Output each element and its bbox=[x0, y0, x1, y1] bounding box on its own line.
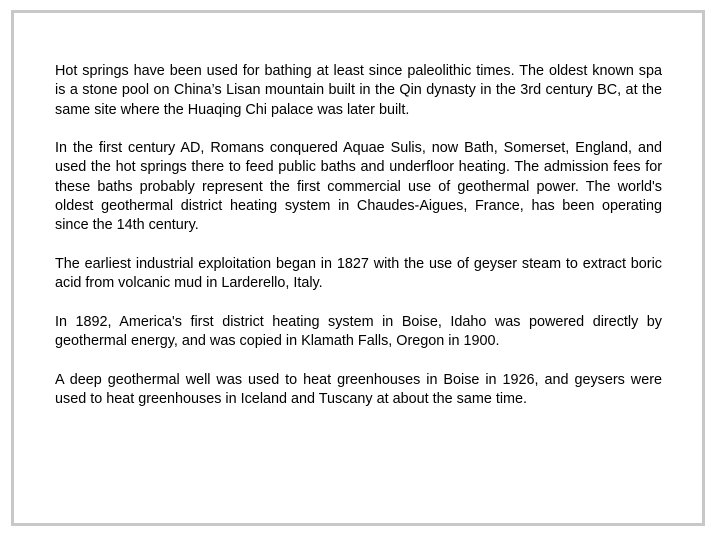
paragraph-2: In the first century AD, Romans conquered Aquae Sulis, now Bath, Somerset, England, and used the hot springs there to feed public baths and underfloor heating. The admission fees for these baths probably represent the first commercial use of geothermal power. The world's oldest geothermal district heating system in Chaudes-Aigues, France, has been operating since the 14th century. bbox=[55, 140, 662, 234]
paragraph-3: The earliest industrial exploitation began in 1827 with the use of geyser steam to extract boric acid from volcanic mud in Larderello, Italy. bbox=[55, 255, 662, 292]
paragraph-1: Hot springs have been used for bathing at least since paleolithic times. The oldest known spa is a stone pool on China’s Lisan mountain built in the Qin dynasty in the 3rd century BC, at the same site where the Huaqing Chi palace was later built. bbox=[55, 63, 662, 118]
paragraph-5: A deep geothermal well was used to heat greenhouses in Boise in 1926, and geysers were used to heat greenhouses in Iceland and Tuscany at about the same time. bbox=[55, 371, 662, 408]
document-frame bbox=[11, 10, 705, 526]
paragraph-4: In 1892, America's first district heating system in Boise, Idaho was powered directly by geothermal energy, and was copied in Klamath Falls, Oregon in 1900. bbox=[55, 313, 662, 350]
document-body bbox=[55, 62, 662, 409]
